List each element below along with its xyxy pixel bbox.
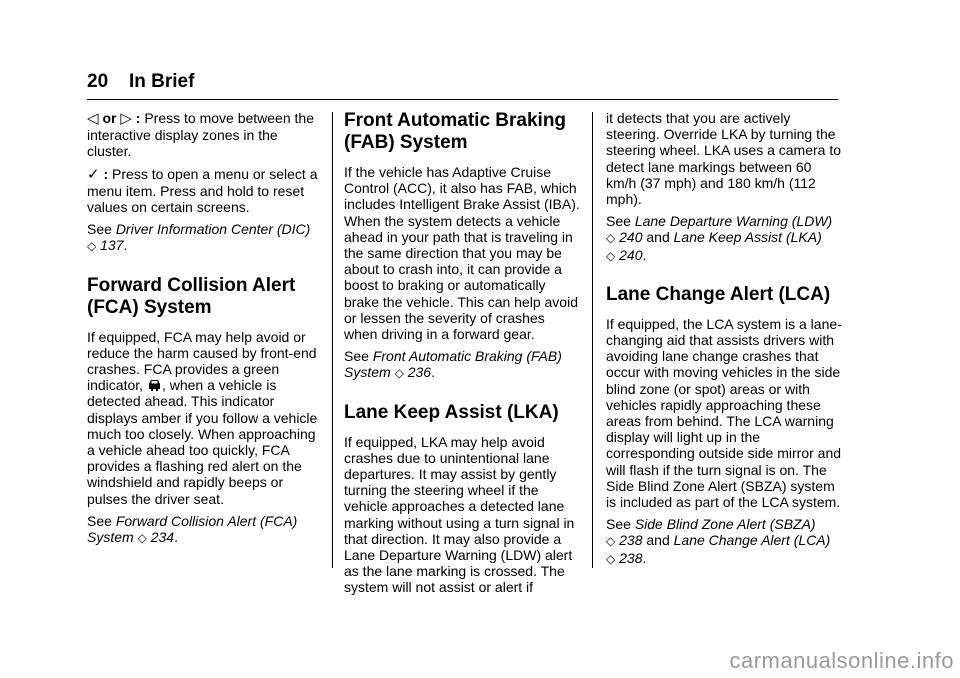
section-heading-fab: Front Automatic Braking (FAB) System	[344, 110, 567, 153]
page-reference-icon: ◇	[606, 231, 616, 246]
paragraph: If equipped, FCA may help avoid or reduce the harm caused by front-end crashes. FCA provides a green indicator, , when a vehicle is detected ahead. This indicator displays amber if you follow a vehicle much too closely. When approaching a vehicle ahead too quickly, FCA provides a flashing red alert on the windshield and rapidly beeps or pulses the driver seat.	[87, 328, 318, 507]
reference-link[interactable]: Front Automatic Braking (FAB) System	[344, 348, 562, 381]
triangle-left-icon: ◁	[87, 110, 99, 127]
page-ref-number[interactable]: 238	[619, 532, 643, 549]
paragraph: If the vehicle has Adaptive Cruise Control (ACC), it also has FAB, which includes Intelligent Brake Assist (IBA). When the system detects a vehicle ahead in your path that is traveling in the same direction that you may be about to crash into, it can provide a boost to braking or automatically brake the vehicle. This can help avoid or lessen the severity of crashes when driving in a forward gear.	[344, 164, 580, 343]
page-reference-icon: ◇	[606, 248, 616, 263]
page-reference-icon: ◇	[394, 366, 404, 381]
page-reference-icon: ◇	[606, 534, 616, 549]
paragraph	[87, 110, 322, 160]
paragraph	[87, 166, 322, 216]
see-reference: See Side Blind Zone Alert (SBZA) ◇ 238 and Lane Change Alert (LCA) ◇ 238.	[606, 516, 831, 566]
page-ref-number[interactable]: 240	[619, 229, 643, 246]
page-ref-number[interactable]: 236	[407, 364, 432, 381]
column-1	[87, 110, 322, 552]
see-reference: See Lane Departure Warning (LDW) ◇ 240 and Lane Keep Assist (LKA) ◇ 240.	[606, 213, 833, 263]
page-reference-icon: ◇	[137, 531, 147, 546]
checkmark-icon: ✓	[87, 165, 100, 183]
see-reference: See Forward Collision Alert (FCA) System ◇ 234.	[87, 512, 298, 546]
column-divider	[592, 112, 593, 568]
reference-link[interactable]: Lane Departure Warning (LDW)	[634, 213, 833, 230]
page-ref-number[interactable]: 137	[100, 237, 124, 254]
page-header	[87, 70, 194, 94]
page-ref-number[interactable]: 240	[619, 246, 643, 263]
reference-link[interactable]: Lane Change Alert (LCA)	[673, 532, 831, 549]
page-ref-number[interactable]: 238	[619, 549, 643, 566]
column-divider	[332, 112, 333, 568]
paragraph-text: Press to move between the interactive display zones in the cluster.	[87, 110, 314, 160]
triangle-right-icon: ▷	[120, 110, 132, 127]
see-reference: See Driver Information Center (DIC) ◇ 137.	[87, 221, 311, 254]
page-reference-icon: ◇	[87, 239, 97, 254]
symbol-colon: :	[103, 165, 109, 182]
header-rule	[87, 99, 838, 100]
section-heading-lca: Lane Change Alert (LCA)	[606, 283, 831, 305]
page-ref-number[interactable]: 234	[150, 529, 175, 546]
see-reference: See Front Automatic Braking (FAB) System ◇ 236.	[344, 348, 562, 381]
reference-link[interactable]: Forward Collision Alert (FCA) System	[87, 512, 298, 546]
column-3	[606, 110, 842, 573]
paragraph-text: Press to open a menu or select a menu item. Press and hold to reset values on certain screens.	[87, 165, 318, 216]
page-reference-icon: ◇	[606, 551, 616, 566]
paragraph: If equipped, the LCA system is a lane-changing aid that assists drivers with avoiding lane change crashes that occur with moving vehicles in the side blind zone (or spot) areas or with vehicles rapidly approaching these areas from behind. The LCA warning display will light up in the corresponding outside side mirror and will flash if the turn signal is on. The Side Blind Zone Alert (SBZA) system is included as part of the LCA system.	[606, 315, 842, 511]
reference-link[interactable]: Driver Information Center (DIC)	[115, 221, 311, 238]
section-heading-fca: Forward Collision Alert (FCA) System	[87, 274, 296, 318]
paragraph: it detects that you are actively steering. Override LKA by turning the steering wheel. LKA uses a camera to detect lane markings between 60 km/h (37 mph) and 180 km/h (112 mph).	[606, 110, 842, 208]
section-heading-lka: Lane Keep Assist (LKA)	[344, 401, 559, 423]
page-number: 20	[87, 71, 109, 92]
symbol-or: or	[102, 110, 117, 126]
reference-link[interactable]: Lane Keep Assist (LKA)	[673, 229, 822, 246]
section-title: In Brief	[129, 71, 195, 92]
reference-link[interactable]: Side Blind Zone Alert (SBZA)	[634, 516, 816, 533]
symbol-colon: :	[135, 110, 141, 126]
column-2	[344, 110, 582, 602]
watermark: carmanualsonline.info	[729, 648, 954, 673]
vehicle-ahead-icon	[147, 378, 162, 392]
paragraph: If equipped, LKA may help avoid crashes due to unintentional lane departures. It may assist by gently turning the steering wheel if the vehicle approaches a detected lane marking without using a turn signal in that direction. It may also provide a Lane Departure Warning (LDW) alert as the lane marking is crossed. The system will not assist or alert if	[344, 433, 575, 596]
